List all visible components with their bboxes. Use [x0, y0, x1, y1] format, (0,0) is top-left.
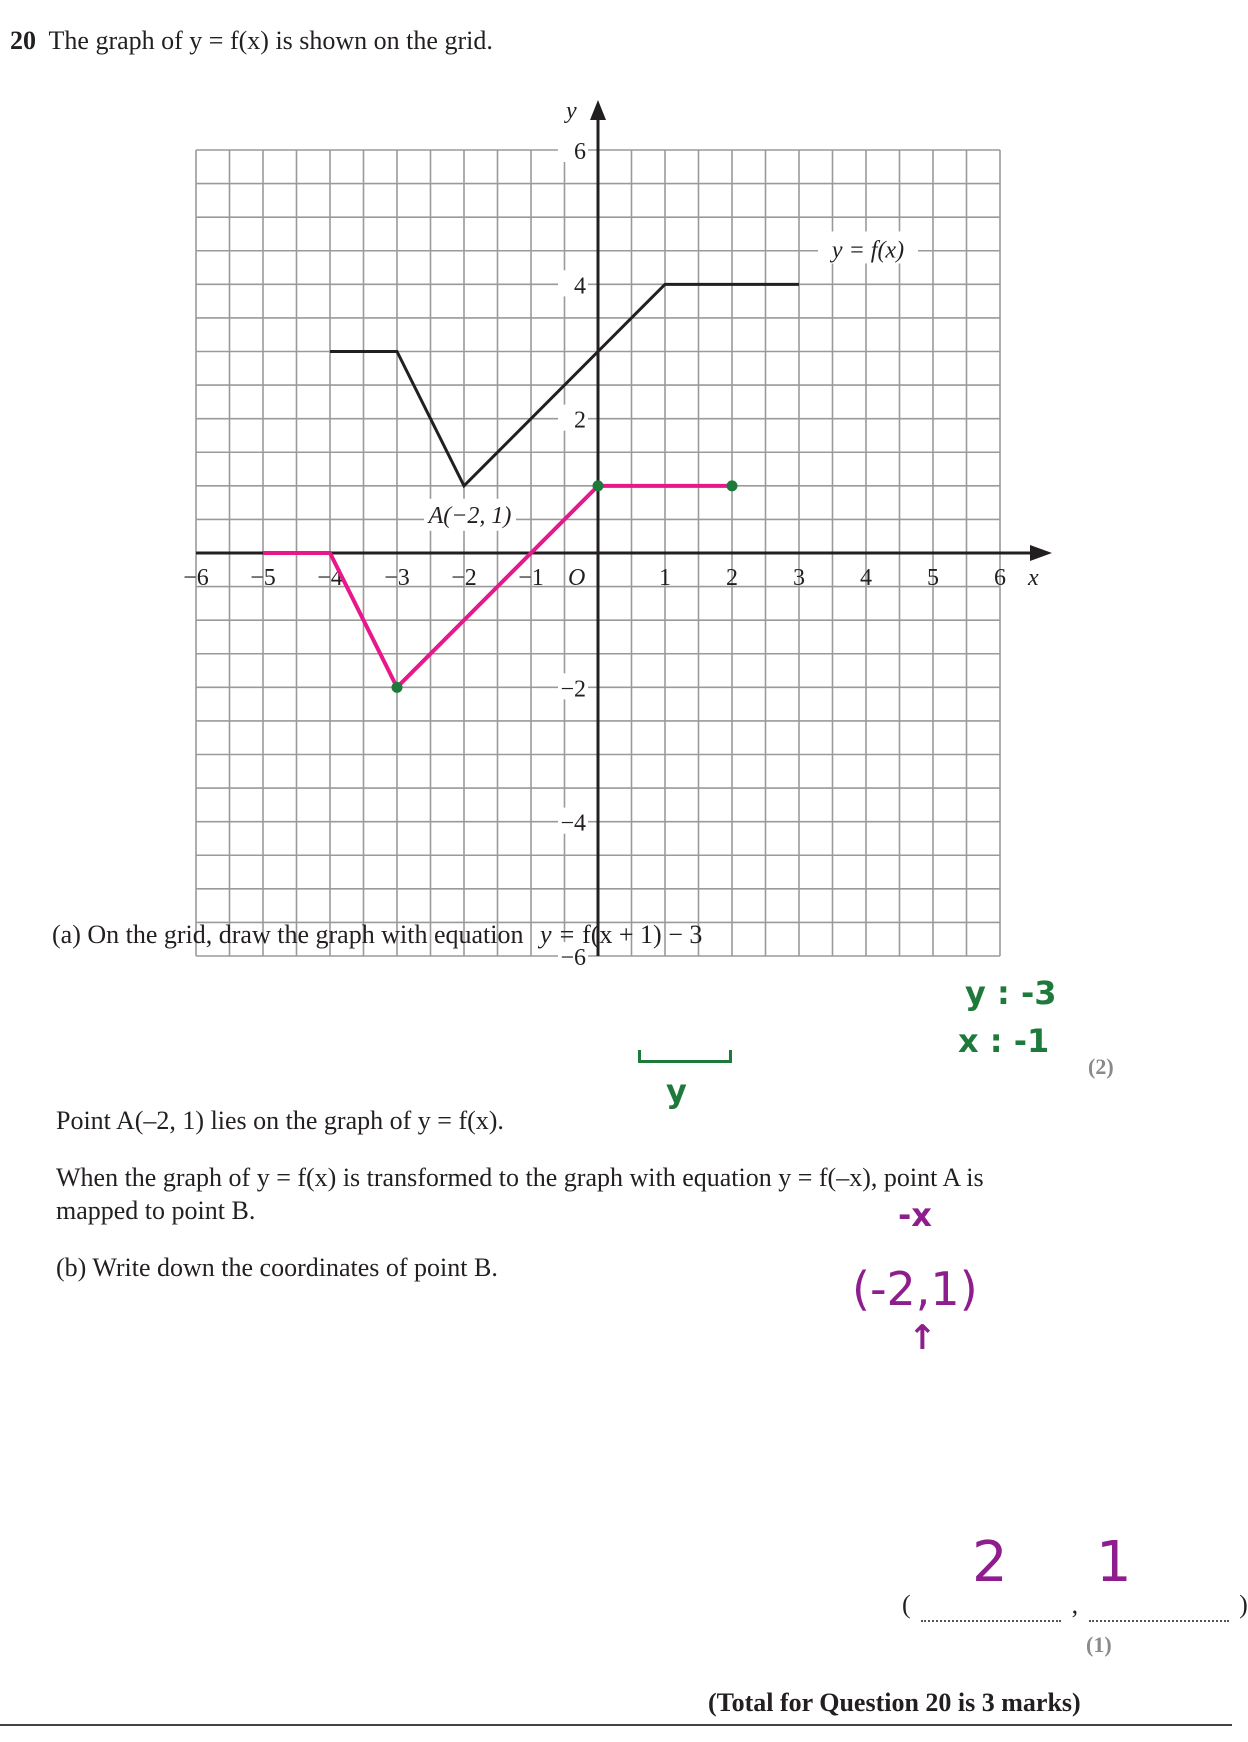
x-tick-label: 4 — [860, 565, 872, 591]
x-tick-label: −1 — [518, 565, 544, 591]
x-axis-arrow — [1030, 545, 1052, 561]
equation-suffix: − 3 — [661, 920, 703, 949]
part-a-marks: (2) — [1088, 1054, 1114, 1079]
y-axis-label: y — [566, 98, 577, 124]
hand-neg-x: -x — [898, 1196, 932, 1234]
y-tick-label: −4 — [560, 810, 586, 837]
equation-prefix: y = — [539, 920, 583, 949]
x-tick-label: −2 — [451, 565, 477, 591]
question-total: (Total for Question 20 is 3 marks) — [708, 1688, 1081, 1717]
annotation-curve-label: y = f(x) — [831, 237, 905, 264]
x-tick-label: −6 — [183, 565, 209, 591]
x-tick-label: 1 — [659, 565, 671, 591]
part-a-text: (a) On the grid, draw the graph with equation — [52, 920, 524, 949]
x-tick-label: 2 — [726, 565, 738, 591]
part-b-question: (b) Write down the coordinates of point B. — [56, 1253, 498, 1282]
y-tick-label: 2 — [574, 407, 586, 434]
origin-label: O — [568, 565, 586, 591]
x-tick-label: 6 — [994, 565, 1006, 591]
hand-answer-y: 1 — [1096, 1530, 1132, 1595]
answer-comma: , — [1071, 1590, 1079, 1619]
equation-underlined: f(x + 1) — [582, 920, 662, 949]
x-tick-label: 3 — [793, 565, 805, 591]
statement-transform-line1: When the graph of y = f(x) is transformed to the graph with equation y = f(–x), point A is — [56, 1163, 984, 1192]
bottom-rule — [0, 1724, 1232, 1726]
series-marker — [593, 480, 604, 491]
x-tick-label: −4 — [317, 565, 343, 591]
x-tick-label: −5 — [250, 565, 276, 591]
hand-arrow: ↑ — [908, 1318, 937, 1358]
answer-open-paren: ( — [902, 1590, 911, 1619]
statement-point-a: Point A(–2, 1) lies on the graph of y = f(x). — [56, 1106, 504, 1135]
x-axis-label: x — [1028, 565, 1039, 591]
hand-under-y: y — [666, 1072, 687, 1110]
question-intro: The graph of y = f(x) is shown on the grid. — [48, 26, 493, 55]
series-marker — [392, 682, 403, 693]
y-tick-label: 6 — [574, 139, 586, 165]
y-axis-arrow — [590, 100, 606, 120]
statement-transform-line2: mapped to point B. — [56, 1196, 256, 1225]
x-tick-label: 5 — [927, 565, 939, 591]
series-marker — [727, 480, 738, 491]
y-tick-label: −6 — [560, 945, 586, 971]
answer-line[interactable] — [902, 1590, 1248, 1622]
x-tick-label: −3 — [384, 565, 410, 591]
part-a-question — [52, 920, 702, 950]
y-tick-label: 4 — [574, 273, 586, 300]
hand-answer-x: 2 — [972, 1530, 1008, 1595]
hand-coords: (-2,1) — [852, 1262, 978, 1316]
y-tick-label: −2 — [560, 676, 586, 703]
hand-note-y: y : -3 — [965, 974, 1057, 1012]
question-number: 20 — [10, 26, 36, 55]
answer-close-paren: ) — [1239, 1590, 1248, 1619]
part-b-marks: (1) — [1086, 1632, 1112, 1657]
hand-underbrace — [638, 1050, 732, 1063]
hand-note-x: x : -1 — [958, 1022, 1050, 1060]
part-a-equation — [540, 920, 702, 949]
annotation-point-a: A(−2, 1) — [428, 502, 512, 529]
